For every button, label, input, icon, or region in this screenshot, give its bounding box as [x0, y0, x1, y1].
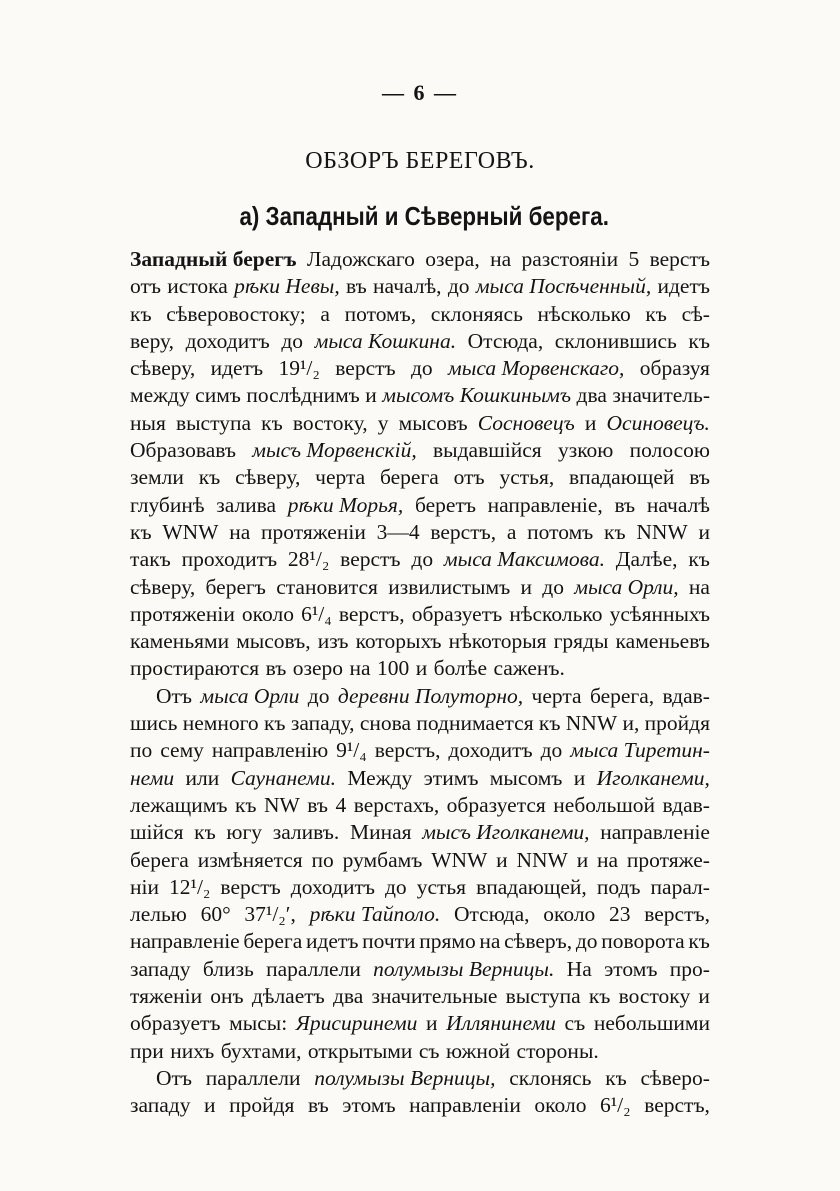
word: склоняясь [430, 301, 523, 326]
word: вдав- [662, 792, 710, 817]
word: къ [130, 519, 152, 544]
word: послѣднимъ [246, 383, 360, 408]
word: Ладожскаго [306, 247, 415, 271]
text-line [130, 492, 710, 519]
word: отъ [130, 274, 161, 299]
word: усѣянныхъ [609, 601, 710, 626]
word: и [698, 984, 710, 1009]
word: NNW [565, 711, 618, 736]
word: мыса Морвенскаго, [448, 356, 625, 381]
word: около [241, 601, 294, 626]
text-line [130, 574, 710, 601]
word: параллели [266, 956, 361, 981]
word: лежащимъ [130, 792, 228, 817]
word: доходитъ [448, 738, 533, 763]
word: и [576, 847, 589, 872]
word: западу [130, 1093, 191, 1118]
word: и [496, 847, 508, 872]
word: залива [216, 492, 277, 517]
word: деревни Полуторно, [337, 683, 524, 708]
word: до [542, 574, 564, 599]
word: 60° [200, 902, 231, 927]
word: поворота [601, 929, 685, 954]
text-line [130, 765, 710, 792]
word: сѣверъ, [504, 929, 573, 954]
word: шійся [130, 820, 184, 845]
word: мыса Орли, [574, 574, 679, 599]
page-title: ОБЗОРЪ БЕРЕГОВЪ. [305, 148, 535, 174]
word: мысъ Морвенскій, [252, 438, 417, 463]
word: верстъ, [338, 601, 405, 626]
word: мысомъ [489, 765, 563, 790]
word: ныя [130, 410, 166, 435]
word: востоку, [292, 410, 368, 435]
word: до [411, 547, 434, 572]
word: берега [243, 929, 303, 954]
word: 12¹/₂ [169, 874, 211, 899]
text-line [130, 464, 710, 491]
word: параллели [205, 1065, 301, 1090]
word: открытыми [307, 1038, 413, 1063]
word: неми [130, 765, 175, 790]
word: беретъ [414, 492, 476, 517]
word: верстъ [649, 247, 710, 271]
word: мысы: [229, 1011, 288, 1036]
word: пройдя [644, 711, 710, 736]
word: сѣверу, [130, 574, 196, 599]
text-line [130, 683, 710, 710]
word: нѣкоторыя [448, 629, 547, 654]
word: выступа [505, 984, 581, 1009]
word: въ [265, 656, 287, 681]
word: сѣверовостоку; [166, 301, 306, 326]
text-line [130, 901, 710, 928]
word: между [130, 383, 190, 408]
word: На [566, 956, 592, 981]
word: Отсюда, [467, 328, 544, 353]
word: становится [276, 574, 378, 599]
word: сѣверу, [235, 465, 301, 490]
word: мыса Орли [200, 683, 300, 708]
word: при [130, 1038, 164, 1063]
word: саженъ. [493, 656, 565, 681]
word: полумызы Верницы, [314, 1065, 496, 1090]
word: направленіи [409, 1093, 521, 1118]
word: и [425, 1011, 438, 1036]
word: WNW [162, 519, 219, 544]
word: направленіе [130, 929, 240, 954]
word: и [698, 519, 710, 544]
word: извилистымъ [388, 574, 511, 599]
word: нѣсколько [537, 301, 631, 326]
word: къ [645, 301, 667, 326]
word: этомъ [604, 956, 658, 981]
text-line [130, 655, 710, 682]
word: верстъ, [374, 738, 441, 763]
word: до [447, 274, 470, 299]
word: нихъ [170, 1038, 215, 1063]
word: на [688, 574, 710, 599]
word: къ [688, 328, 710, 353]
word: началѣ, [373, 274, 442, 299]
word: на [229, 519, 251, 544]
text-line [130, 1010, 710, 1037]
word: небольшими [593, 1011, 710, 1036]
word: и [520, 574, 532, 599]
word: WNW [431, 847, 488, 872]
word: Образовавъ [130, 438, 237, 463]
text-line [130, 519, 710, 546]
word: или [185, 765, 220, 790]
word: измѣняется [197, 847, 303, 872]
word: къ [538, 711, 561, 736]
word: направленію [211, 738, 329, 763]
word: гряды [553, 629, 609, 654]
word: мысомъ Кошкинымъ [382, 383, 572, 408]
word: къ [130, 301, 152, 326]
word: каменьевъ [615, 629, 710, 654]
word: рѣки Морья, [287, 492, 404, 517]
text-line [130, 956, 710, 983]
word: румбамъ [342, 847, 423, 872]
word: на [597, 847, 619, 872]
text-line [130, 847, 710, 874]
word: выступа [175, 410, 252, 435]
text-line [130, 328, 710, 355]
word: къ [198, 465, 221, 490]
word: сему [160, 738, 204, 763]
word: стороны. [516, 1038, 599, 1063]
word: изъ [317, 629, 349, 654]
word: пройдя [229, 1093, 295, 1118]
word: востоку [618, 984, 691, 1009]
word: къ [234, 792, 257, 817]
word: NNW [516, 847, 568, 872]
word: идетъ [210, 356, 264, 381]
word: тяженіи [130, 984, 203, 1009]
text-line [130, 983, 710, 1010]
word: до [384, 874, 407, 899]
word: сѣверо- [640, 1065, 710, 1090]
word: полосою [629, 438, 710, 463]
word: поднимается [416, 711, 534, 736]
word: склонясь [509, 1065, 592, 1090]
word: до [410, 356, 433, 381]
text-line [130, 928, 710, 955]
word: мысовъ, [236, 629, 311, 654]
word: 3—4 [376, 519, 420, 544]
word: и [584, 410, 597, 435]
word: и, [622, 711, 640, 736]
word: 100 [377, 656, 410, 681]
word: къ [605, 1065, 627, 1090]
word: западу [130, 956, 191, 981]
word: которыхъ [355, 629, 442, 654]
word: къ [263, 711, 286, 736]
word: NNW [636, 519, 688, 544]
word: разстояніи [521, 247, 619, 271]
word: доходитъ [185, 328, 270, 353]
word: около [543, 902, 596, 927]
word: выдавшійся [432, 438, 542, 463]
word: два [576, 383, 607, 408]
word: берега, [589, 683, 655, 708]
text-line [130, 355, 710, 382]
word: устья, [499, 465, 555, 490]
word: въ [346, 274, 367, 299]
word: направленіе, [487, 492, 603, 517]
word: Осиновецъ. [606, 410, 710, 435]
word: югу [226, 820, 263, 845]
word: бухтами, [220, 1038, 302, 1063]
text-line [130, 792, 710, 819]
word: про- [669, 956, 710, 981]
word: къ [261, 410, 283, 435]
word: устья [416, 874, 467, 899]
word: до [307, 683, 330, 708]
word: рѣки Невы, [234, 274, 340, 299]
word: Ярисиринеми [295, 1011, 418, 1036]
word: 4 [335, 792, 347, 817]
section-heading: а) Западный и Сѣверный берега. [239, 201, 609, 231]
word: направленіе [600, 820, 710, 845]
word: идетъ [305, 929, 359, 954]
word: къ [688, 929, 710, 954]
word: болѣе [433, 656, 487, 681]
word: Миная [349, 820, 412, 845]
text-line [130, 410, 710, 437]
word: до [281, 328, 304, 353]
word: къ [604, 519, 626, 544]
word: значитель- [612, 383, 710, 408]
word: немного [182, 711, 259, 736]
text-line [130, 301, 710, 328]
word: по [311, 847, 334, 872]
word: а [320, 301, 330, 326]
word: почти [362, 929, 416, 954]
word: въ [307, 1093, 329, 1118]
word: 23 [609, 902, 631, 927]
text-line [130, 819, 710, 846]
text-line [130, 1065, 710, 1092]
word: и [204, 1093, 216, 1118]
word: въ [614, 492, 636, 517]
word: до [540, 738, 563, 763]
word: къ [588, 984, 611, 1009]
word: западу, [290, 711, 355, 736]
word: рѣки Тайполо. [309, 902, 441, 927]
word: Саунанеми. [230, 765, 336, 790]
word: черта [315, 465, 366, 490]
text-line [130, 874, 710, 901]
word: протяженіи [261, 519, 366, 544]
word: до [575, 929, 598, 954]
word: два [332, 984, 364, 1009]
text-line [130, 601, 710, 628]
word: этимъ [423, 765, 479, 790]
word: 5 [628, 247, 640, 271]
word: Отъ [156, 683, 193, 708]
word: въ [307, 792, 329, 817]
word: близь [202, 956, 254, 981]
word: верстъ [220, 874, 281, 899]
word: озера, [425, 247, 480, 271]
word: идетъ [657, 274, 710, 299]
word: образуетъ [411, 601, 503, 626]
text-line [130, 382, 710, 409]
word: подъ [596, 874, 641, 899]
word: и [573, 765, 586, 790]
word: сѣверу, [130, 356, 196, 381]
word: южной [445, 1038, 511, 1063]
word: каменьями [130, 629, 230, 654]
word: склонившись [554, 328, 677, 353]
word: 9¹/₄ [336, 738, 367, 763]
word: 6¹/₂ [599, 1093, 631, 1118]
word: Сосновецъ [477, 410, 575, 435]
word: вдав- [662, 683, 710, 708]
word: отъ [453, 465, 485, 490]
word: этомъ [342, 1093, 396, 1118]
word: берегъ [205, 574, 266, 599]
word: мыса Посѣченный, [475, 274, 652, 299]
word: верстахъ, [353, 792, 440, 817]
word: съ [418, 1038, 440, 1063]
word: на [479, 929, 501, 954]
text-line [130, 1038, 710, 1065]
word: снова [359, 711, 412, 736]
word: и [365, 383, 377, 408]
word: ніи [130, 874, 159, 899]
word: началѣ [646, 492, 710, 517]
word: потомъ [527, 519, 594, 544]
text-line [130, 628, 710, 655]
word: Иголканеми, [596, 765, 710, 790]
word: лелью [130, 902, 187, 927]
word: истока [167, 274, 228, 299]
word: земли [130, 465, 184, 490]
word: впадающей [569, 465, 675, 490]
word: верстъ, [430, 519, 497, 544]
word: дѣлаетъ [251, 984, 325, 1009]
word: верстъ, [644, 1093, 710, 1118]
word: берега [130, 847, 189, 872]
word: доходитъ [290, 874, 375, 899]
word: мысовъ [398, 410, 468, 435]
word: потомъ, [344, 301, 417, 326]
text-line [130, 437, 710, 464]
word: полумызы Верницы. [373, 956, 555, 981]
word: по [130, 738, 153, 763]
word: парал- [650, 874, 710, 899]
word: 19¹/₂ [278, 356, 320, 381]
word: Иллянинеми [446, 1011, 556, 1036]
word: онъ [210, 984, 244, 1009]
word: а [506, 519, 517, 544]
word: съ [564, 1011, 586, 1036]
text-line [130, 273, 710, 300]
word: мыса Тиретин- [570, 738, 710, 763]
word: мыса Максимова. [443, 547, 605, 572]
word: впадающей, [476, 874, 587, 899]
word: 28¹/₂ [287, 547, 330, 572]
word: на [490, 247, 512, 271]
word: протяже- [626, 847, 710, 872]
word: узкою [557, 438, 614, 463]
word: 37¹/₂′, [244, 902, 296, 927]
word: прямо [419, 929, 476, 954]
word: шись [130, 711, 178, 736]
page-number: — 6 — [382, 80, 458, 105]
word: мыса Кошкина. [314, 328, 457, 353]
text-line [130, 710, 710, 737]
word: Западный берегъ [130, 247, 297, 271]
word: нѣсколько [509, 601, 603, 626]
word: мысъ Иголканеми, [422, 820, 590, 845]
word: сѣ- [681, 301, 710, 326]
word: черта [531, 683, 582, 708]
word: такъ [130, 547, 171, 572]
word: 6¹/₄ [301, 601, 332, 626]
word: озеро [292, 656, 344, 681]
word: образуетъ [130, 1011, 221, 1036]
word: образуя [639, 356, 710, 381]
word: симъ [195, 383, 241, 408]
word: и [415, 656, 428, 681]
word: на [349, 656, 371, 681]
word: заливъ. [272, 820, 340, 845]
word: около [534, 1093, 587, 1118]
text-line [130, 546, 710, 573]
word: берега [379, 465, 439, 490]
word: глубинѣ [130, 492, 205, 517]
word: образуется [446, 792, 546, 817]
word: Далѣе, [615, 547, 678, 572]
text-line [130, 1092, 710, 1119]
word: въ [689, 465, 710, 490]
word: у [377, 410, 389, 435]
word: верстъ, [644, 902, 710, 927]
text-line [130, 246, 710, 273]
word: Отсюда, [453, 902, 530, 927]
body-text [130, 246, 710, 1120]
word: веру, [130, 328, 175, 353]
word: протяженіи [130, 601, 235, 626]
word: значительные [371, 984, 498, 1009]
word: къ [688, 547, 710, 572]
word: Между [347, 765, 413, 790]
word: NW [263, 792, 300, 817]
word: Отъ [156, 1065, 193, 1090]
text-line [130, 737, 710, 764]
word: простираются [130, 656, 260, 681]
word: верстъ [335, 356, 396, 381]
word: верстъ [340, 547, 401, 572]
word: небольшой [553, 792, 656, 817]
word: проходитъ [181, 547, 278, 572]
word: къ [194, 820, 216, 845]
